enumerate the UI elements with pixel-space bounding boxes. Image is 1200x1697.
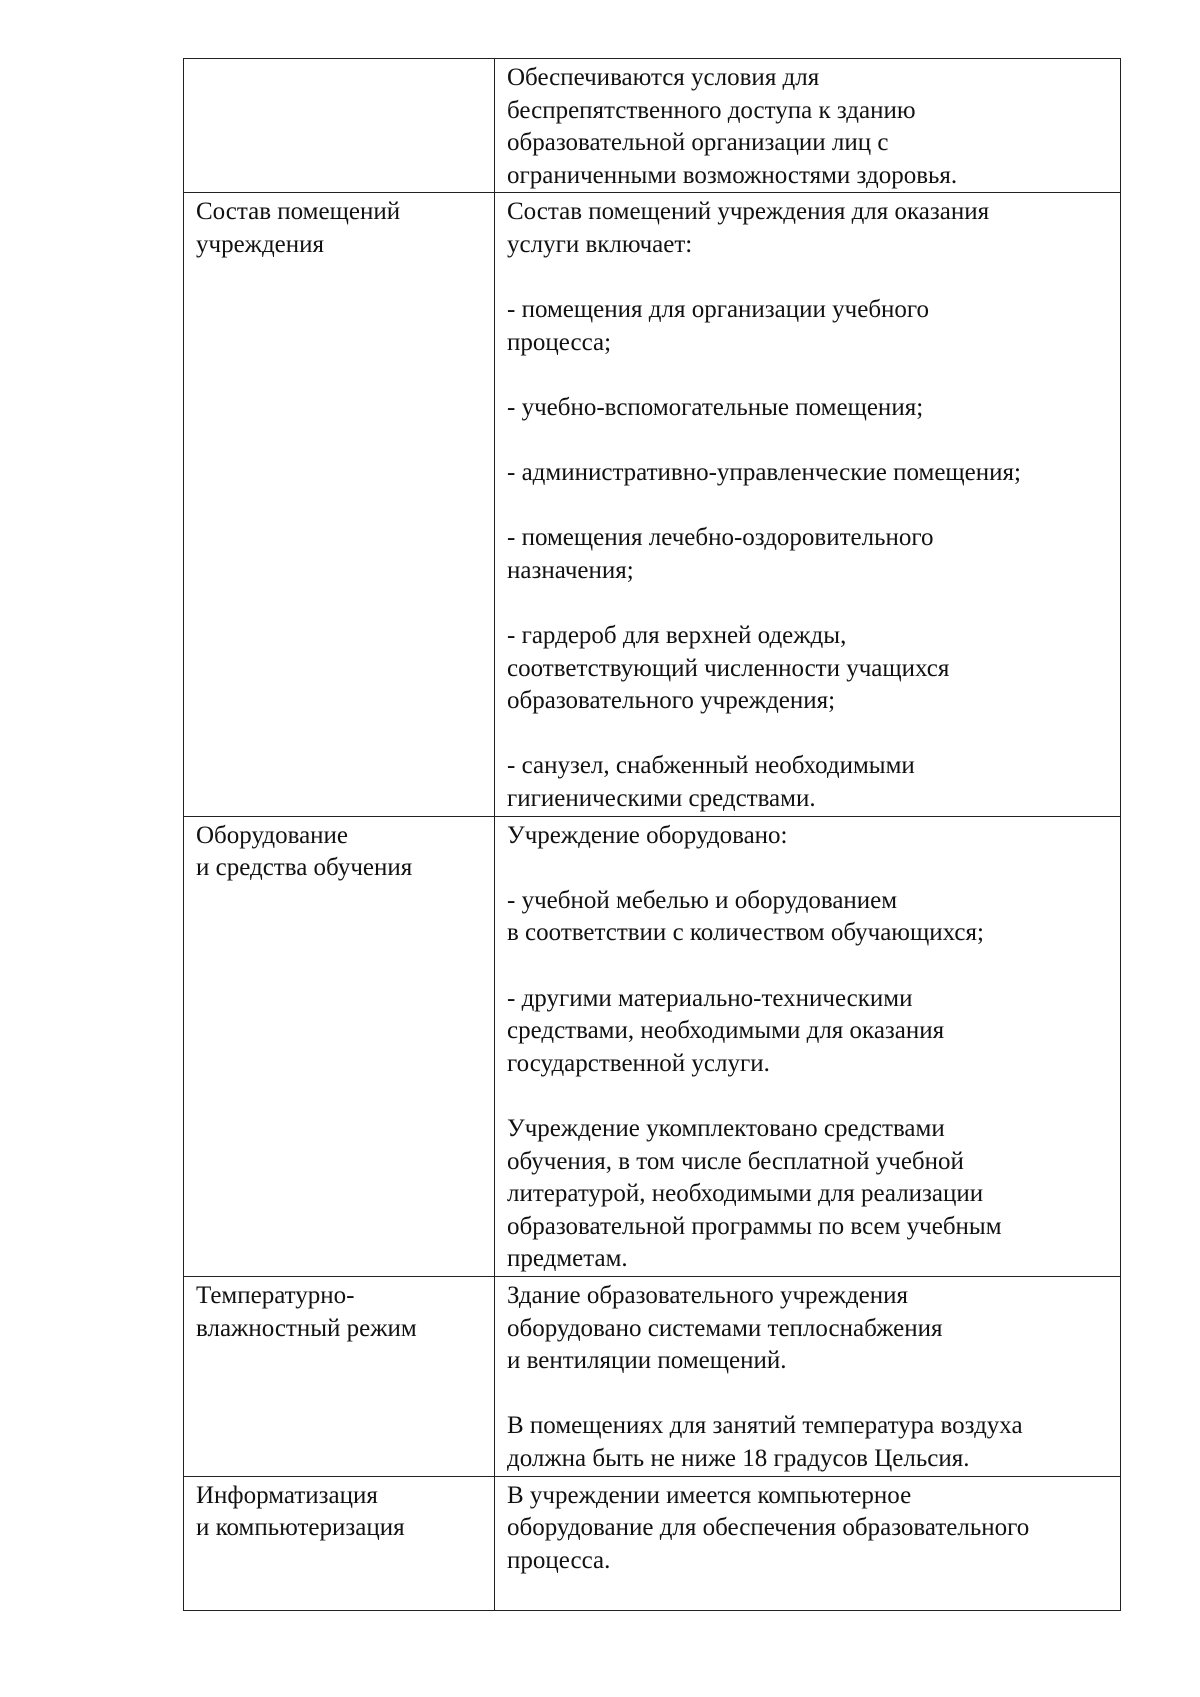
paragraph-gap — [507, 718, 1108, 751]
row-content-line: оборудование для обеспечения образовательного — [507, 1514, 1030, 1542]
table-row — [184, 59, 1121, 193]
paragraph-gap — [507, 588, 1108, 621]
row-label-cell — [184, 193, 495, 816]
row-label-line: Информатизация — [196, 1481, 378, 1509]
row-content-line: обучения, в том числе бесплатной учебной — [507, 1147, 964, 1175]
row-content-line: назначения; — [507, 556, 634, 584]
table-body — [184, 59, 1121, 1611]
table-row — [184, 193, 1121, 816]
row-content-line: оборудовано системами теплоснабжения — [507, 1314, 943, 1342]
paragraph-gap — [507, 950, 1108, 983]
row-content-cell — [495, 1276, 1121, 1476]
row-content-line: Здание образовательного учреждения — [507, 1281, 908, 1309]
row-content-line: - санузел, снабженный необходимыми — [507, 752, 915, 780]
row-content-line: - помещения для организации учебного — [507, 296, 930, 324]
row-label-line: учреждения — [196, 230, 325, 258]
row-content-line: Учреждение укомплектовано средствами — [507, 1115, 945, 1142]
paragraph-gap — [507, 490, 1108, 523]
paragraph-gap — [507, 1080, 1108, 1113]
paragraph-gap — [507, 425, 1108, 458]
paragraph-gap — [507, 262, 1108, 295]
row-content-line: образовательной программы по всем учебным — [507, 1212, 1002, 1240]
row-content-line: предметам. — [507, 1245, 628, 1273]
row-content-line: литературой, необходимыми для реализации — [507, 1180, 984, 1208]
row-content-line: Учреждение оборудовано: — [507, 821, 788, 849]
row-label-cell — [184, 816, 495, 1276]
table-row — [184, 1276, 1121, 1476]
table-row — [184, 1476, 1121, 1610]
row-content-line: - гардероб для верхней одежды, — [507, 622, 847, 650]
row-content-line: соответствующий численности учащихся — [507, 654, 950, 682]
table-row — [184, 816, 1121, 1276]
row-content-line: Обеспечиваются условия для — [507, 64, 820, 91]
row-content-line: услуги включает: — [507, 230, 693, 258]
paragraph-gap — [507, 1378, 1108, 1411]
requirements-table — [183, 58, 1121, 1611]
row-label-line: Состав помещений — [196, 198, 401, 226]
row-label-line: влажностный режим — [196, 1314, 417, 1342]
row-content-line: гигиеническими средствами. — [507, 785, 816, 813]
row-content-line: - помещения лечебно-оздоровительного — [507, 524, 934, 552]
row-content-cell — [495, 816, 1121, 1276]
row-content-line: - другими материально-техническими — [507, 984, 913, 1012]
row-content-line: - учебно-вспомогательные помещения; — [507, 393, 924, 421]
row-content-line: В помещениях для занятий температура воздуха — [507, 1412, 1023, 1440]
paragraph-gap — [507, 359, 1108, 392]
row-content-line: государственной услуги. — [507, 1049, 770, 1077]
row-content-line: средствами, необходимыми для оказания — [507, 1017, 945, 1045]
row-content-line: образовательного учреждения; — [507, 687, 836, 715]
row-label-line: и средства обучения — [196, 854, 413, 882]
row-label-cell — [184, 59, 495, 193]
row-content-line: образовательной организации лиц с — [507, 129, 889, 157]
row-label-cell — [184, 1476, 495, 1610]
row-content-line: Состав помещений учреждения для оказания — [507, 198, 990, 226]
row-content-line: В учреждении имеется компьютерное — [507, 1481, 912, 1509]
row-label-cell — [184, 1276, 495, 1476]
row-label-line: и компьютеризация — [196, 1514, 405, 1542]
row-content-line: - административно-управленческие помещения; — [507, 459, 1021, 487]
row-content-line: и вентиляции помещений. — [507, 1347, 787, 1375]
row-content-line: в соответствии с количеством обучающихся; — [507, 919, 984, 947]
row-content-line: должна быть не ниже 18 градусов Цельсия. — [507, 1444, 970, 1472]
row-label-line: Температурно- — [196, 1281, 355, 1309]
row-content-line: - учебной мебелью и оборудованием — [507, 886, 898, 914]
paragraph-gap — [507, 852, 1108, 885]
row-label-line: Оборудование — [196, 821, 349, 849]
row-content-line: процесса; — [507, 328, 612, 356]
row-content-cell — [495, 59, 1121, 193]
row-content-line: ограниченными возможностями здоровья. — [507, 161, 958, 189]
row-content-line: процесса. — [507, 1546, 611, 1574]
row-content-cell — [495, 193, 1121, 816]
row-content-line: беспрепятственного доступа к зданию — [507, 96, 916, 124]
row-content-cell — [495, 1476, 1121, 1610]
